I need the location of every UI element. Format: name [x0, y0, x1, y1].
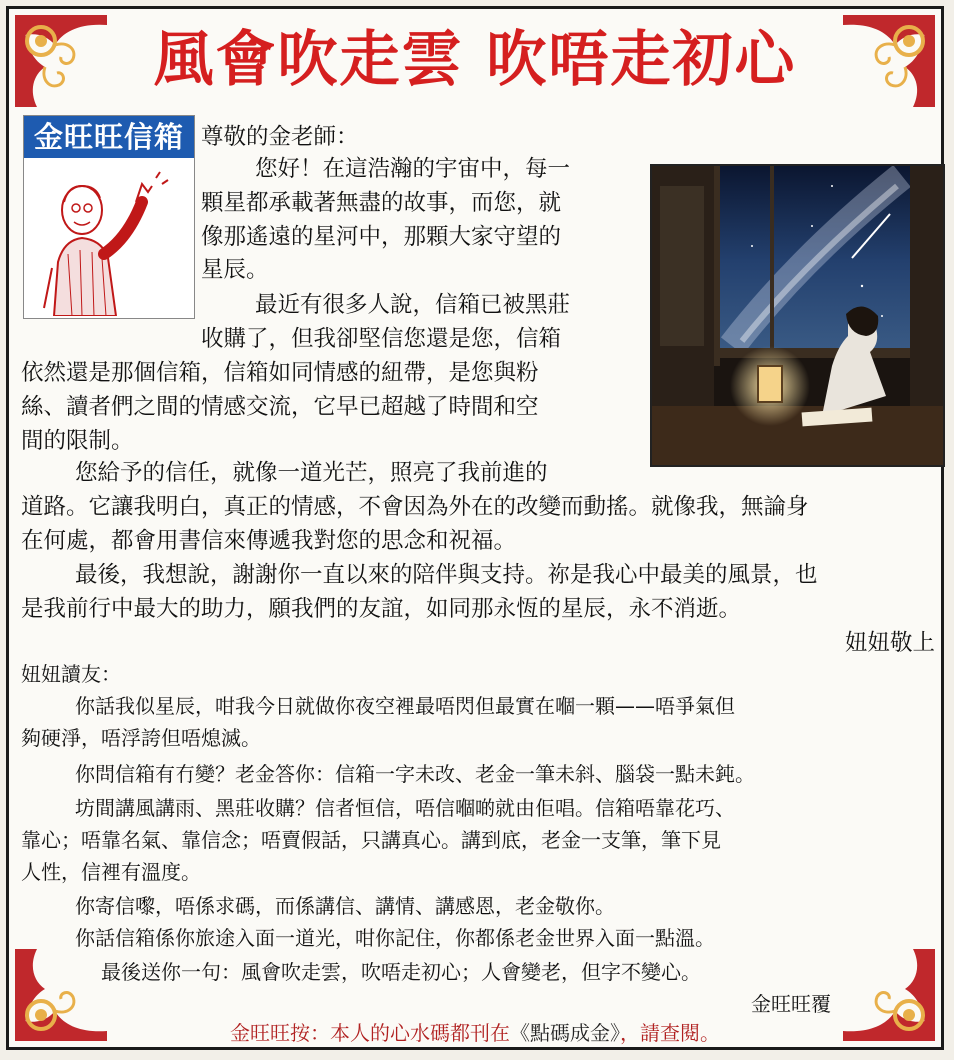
letter-signature: 妞妞敬上 [844, 630, 935, 656]
column-logo [23, 115, 195, 319]
reply-line: 你話信箱係你旅途入面一道光，咁你記住，你都係老金世界入面一點溫。 [75, 926, 715, 950]
letter-line: 在何處，都會用書信來傳遞我對您的思念和祝福。 [21, 528, 517, 554]
letter-line: 您好！在這浩瀚的宇宙中，每一 [255, 156, 571, 182]
letter-line: 顆星都承載著無盡的故事，而您，就 [201, 190, 562, 216]
columnist-cartoon-icon [24, 158, 194, 316]
reply-line: 最後送你一句：風會吹走雲，吹唔走初心；人會變老，但字不變心。 [101, 960, 701, 984]
footer-prefix: 金旺旺按：本人的心水碼都刊在 [230, 1021, 510, 1045]
letter-line: 收購了，但我卻堅信您還是您，信箱 [201, 326, 562, 352]
reply-line: 人性，信裡有溫度。 [21, 860, 201, 884]
letter-line: 最後，我想說，謝謝你一直以來的陪伴與支持。祢是我心中最美的風景，也 [75, 562, 818, 588]
letter-line: 絲、讀者們之間的情感交流，它早已超越了時間和空 [21, 394, 539, 420]
reply-salutation: 妞妞讀友： [21, 662, 121, 686]
letter-line: 是我前行中最大的助力，願我們的友誼，如同那永恆的星辰，永不消逝。 [21, 596, 742, 622]
letter-salutation: 尊敬的金老師： [201, 124, 359, 150]
letter-line: 星辰。 [201, 257, 269, 283]
reply-line: 靠心；唔靠名氣、靠信念；唔賣假話，只講真心。講到底，老金一支筆，筆下見 [21, 828, 721, 852]
footer-note [9, 1017, 941, 1046]
reply-line: 坊間講風講雨、黑莊收購？信者恒信，唔信嗰啲就由佢唱。信箱唔靠花巧、 [75, 796, 735, 820]
headline: 風會吹走雲 吹唔走初心 [153, 25, 797, 95]
footer-book-title: 《點碼成金》 [510, 1021, 620, 1045]
reply-line: 你寄信嚟，唔係求碼，而係講信、講情、講感恩，老金敬你。 [75, 894, 615, 918]
letter-line: 最近有很多人說，信箱已被黑莊 [255, 292, 571, 318]
footer-suffix: ，請查閱。 [620, 1021, 720, 1045]
letter-line: 間的限制。 [21, 428, 134, 454]
newspaper-page [6, 6, 944, 1050]
letter-line: 像那遙遠的星河中，那顆大家守望的 [201, 224, 562, 250]
reply-line: 夠硬淨，唔浮誇但唔熄滅。 [21, 726, 261, 750]
reply-line: 你話我似星辰，咁我今日就做你夜空裡最唔閃但最實在嗰一顆——唔爭氣但 [75, 694, 735, 718]
night-sky-illustration [650, 164, 945, 467]
reply-line: 你問信箱有冇變？老金答你：信箱一字未改、老金一筆未斜、腦袋一點未鈍。 [75, 762, 755, 786]
reply-signature: 金旺旺覆 [751, 992, 831, 1016]
letter-line: 道路。它讓我明白，真正的情感，不會因為外在的改變而動搖。就像我，無論身 [21, 494, 809, 520]
column-label: 金旺旺信箱 [24, 116, 194, 158]
letter-line: 依然還是那個信箱，信箱如同情感的紐帶，是您與粉 [21, 360, 539, 386]
letter-line: 您給予的信任，就像一道光芒，照亮了我前進的 [75, 460, 548, 486]
